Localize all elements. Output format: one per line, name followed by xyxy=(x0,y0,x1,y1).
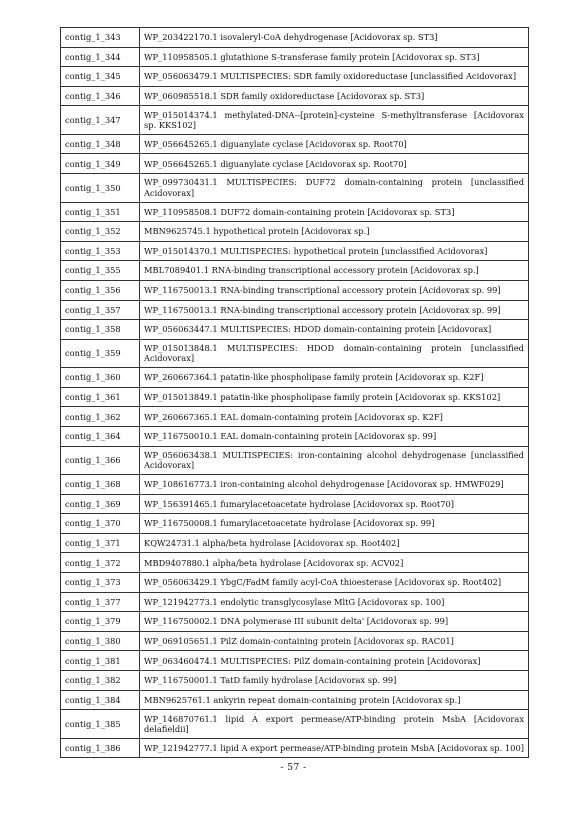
table-row xyxy=(61,612,529,632)
table-body xyxy=(61,28,529,758)
protein-description-cell: WP_156391465.1 fumarylacetoacetate hydrolase [Acidovorax sp. Root70] xyxy=(140,494,529,514)
table-row xyxy=(61,86,529,106)
protein-description-cell: WP_260667365.1 EAL domain-containing protein [Acidovorax sp. K2F] xyxy=(140,407,529,427)
table-row xyxy=(61,241,529,261)
contig-id-cell: contig_1_347 xyxy=(61,106,140,135)
table-row xyxy=(61,106,529,135)
table-row xyxy=(61,533,529,553)
protein-description-cell: WP_056645265.1 diguanylate cyclase [Acidovorax sp. Root70] xyxy=(140,134,529,154)
contig-id-cell: contig_1_345 xyxy=(61,67,140,87)
contig-id-cell: contig_1_386 xyxy=(61,738,140,758)
table-row xyxy=(61,710,529,739)
protein-description-cell: WP_121942773.1 endolytic transglycosylase MltG [Acidovorax sp. 100] xyxy=(140,592,529,612)
table-row xyxy=(61,651,529,671)
contig-id-cell: contig_1_385 xyxy=(61,710,140,739)
table-row xyxy=(61,47,529,67)
contig-id-cell: contig_1_343 xyxy=(61,28,140,48)
contig-id-cell: contig_1_355 xyxy=(61,261,140,281)
table-row xyxy=(61,387,529,407)
table-row xyxy=(61,368,529,388)
table-row xyxy=(61,573,529,593)
contig-id-cell: contig_1_356 xyxy=(61,280,140,300)
contig-id-cell: contig_1_346 xyxy=(61,86,140,106)
contig-id-cell: contig_1_373 xyxy=(61,573,140,593)
protein-description-cell: WP_146870761.1 lipid A export permease/ATP-binding protein MsbA [Acidovorax delafieldii] xyxy=(140,710,529,739)
protein-description-cell: MBN9625761.1 ankyrin repeat domain-containing protein [Acidovorax sp.] xyxy=(140,690,529,710)
protein-description-cell: WP_116750002.1 DNA polymerase III subunit delta' [Acidovorax sp. 99] xyxy=(140,612,529,632)
table-row xyxy=(61,339,529,368)
table-row xyxy=(61,475,529,495)
contig-id-cell: contig_1_358 xyxy=(61,320,140,340)
protein-description-cell: WP_056063429.1 YbgC/FadM family acyl-CoA thioesterase [Acidovorax sp. Root402] xyxy=(140,573,529,593)
table-row xyxy=(61,671,529,691)
protein-description-cell: WP_099730431.1 MULTISPECIES: DUF72 domain-containing protein [unclassified Acidovorax] xyxy=(140,174,529,203)
table-row xyxy=(61,300,529,320)
contig-id-cell: contig_1_352 xyxy=(61,222,140,242)
table-row xyxy=(61,446,529,475)
contig-id-cell: contig_1_370 xyxy=(61,514,140,534)
protein-description-cell: WP_116750010.1 EAL domain-containing protein [Acidovorax sp. 99] xyxy=(140,427,529,447)
protein-description-cell: WP_108616773.1 iron-containing alcohol dehydrogenase [Acidovorax sp. HMWF029] xyxy=(140,475,529,495)
table-row xyxy=(61,154,529,174)
protein-description-cell: WP_069105651.1 PilZ domain-containing protein [Acidovorax sp. RAC01] xyxy=(140,631,529,651)
table-row xyxy=(61,427,529,447)
table-row xyxy=(61,261,529,281)
table-row xyxy=(61,202,529,222)
contig-id-cell: contig_1_351 xyxy=(61,202,140,222)
protein-description-cell: WP_015013848.1 MULTISPECIES: HDOD domain-containing protein [unclassified Acidovorax] xyxy=(140,339,529,368)
page-number: - 57 - xyxy=(280,763,307,773)
contig-id-cell: contig_1_382 xyxy=(61,671,140,691)
table-row xyxy=(61,514,529,534)
contig-id-cell: contig_1_357 xyxy=(61,300,140,320)
protein-description-cell: WP_060985518.1 SDR family oxidoreductase [Acidovorax sp. ST3] xyxy=(140,86,529,106)
table-row xyxy=(61,28,529,48)
contig-id-cell: contig_1_361 xyxy=(61,387,140,407)
protein-description-cell: WP_056645265.1 diguanylate cyclase [Acidovorax sp. Root70] xyxy=(140,154,529,174)
contig-id-cell: contig_1_372 xyxy=(61,553,140,573)
table-row xyxy=(61,407,529,427)
protein-description-cell: WP_056063479.1 MULTISPECIES: SDR family oxidoreductase [unclassified Acidovorax] xyxy=(140,67,529,87)
table-row xyxy=(61,631,529,651)
table-row xyxy=(61,174,529,203)
contig-id-cell: contig_1_349 xyxy=(61,154,140,174)
protein-description-cell: MBN9625745.1 hypothetical protein [Acidovorax sp.] xyxy=(140,222,529,242)
protein-description-cell: WP_110958508.1 DUF72 domain-containing protein [Acidovorax sp. ST3] xyxy=(140,202,529,222)
protein-description-cell: WP_260667364.1 patatin-like phospholipase family protein [Acidovorax sp. K2F] xyxy=(140,368,529,388)
contig-id-cell: contig_1_371 xyxy=(61,533,140,553)
protein-description-cell: WP_056063447.1 MULTISPECIES: HDOD domain-containing protein [Acidovorax] xyxy=(140,320,529,340)
protein-description-cell: WP_116750008.1 fumarylacetoacetate hydrolase [Acidovorax sp. 99] xyxy=(140,514,529,534)
contig-id-cell: contig_1_366 xyxy=(61,446,140,475)
contig-id-cell: contig_1_360 xyxy=(61,368,140,388)
table-row xyxy=(61,592,529,612)
protein-description-cell: MBD9407880.1 alpha/beta hydrolase [Acidovorax sp. ACV02] xyxy=(140,553,529,573)
protein-description-cell: KQW24731.1 alpha/beta hydrolase [Acidovorax sp. Root402] xyxy=(140,533,529,553)
contig-id-cell: contig_1_348 xyxy=(61,134,140,154)
contig-id-cell: contig_1_368 xyxy=(61,475,140,495)
contig-id-cell: contig_1_380 xyxy=(61,631,140,651)
protein-description-cell: WP_015014370.1 MULTISPECIES: hypothetical protein [unclassified Acidovorax] xyxy=(140,241,529,261)
protein-description-cell: WP_121942777.1 lipid A export permease/ATP-binding protein MsbA [Acidovorax sp. 100] xyxy=(140,738,529,758)
contig-id-cell: contig_1_381 xyxy=(61,651,140,671)
table-row xyxy=(61,738,529,758)
table-row xyxy=(61,553,529,573)
contig-id-cell: contig_1_364 xyxy=(61,427,140,447)
protein-description-cell: MBL7089401.1 RNA-binding transcriptional accessory protein [Acidovorax sp.] xyxy=(140,261,529,281)
table-row xyxy=(61,690,529,710)
protein-description-cell: WP_116750001.1 TatD family hydrolase [Acidovorax sp. 99] xyxy=(140,671,529,691)
contig-id-cell: contig_1_359 xyxy=(61,339,140,368)
contig-id-cell: contig_1_377 xyxy=(61,592,140,612)
protein-description-cell: WP_110958505.1 glutathione S-transferase family protein [Acidovorax sp. ST3] xyxy=(140,47,529,67)
contig-id-cell: contig_1_362 xyxy=(61,407,140,427)
contig-id-cell: contig_1_379 xyxy=(61,612,140,632)
protein-description-cell: WP_056063438.1 MULTISPECIES: iron-containing alcohol dehydrogenase [unclassified Acidovorax] xyxy=(140,446,529,475)
table-row xyxy=(61,134,529,154)
contig-id-cell: contig_1_384 xyxy=(61,690,140,710)
table-row xyxy=(61,494,529,514)
protein-description-cell: WP_015013849.1 patatin-like phospholipase family protein [Acidovorax sp. KKS102] xyxy=(140,387,529,407)
protein-description-cell: WP_116750013.1 RNA-binding transcriptional accessory protein [Acidovorax sp. 99] xyxy=(140,280,529,300)
protein-description-cell: WP_015014374.1 methylated-DNA--[protein]-cysteine S-methyltransferase [Acidovorax sp. KKS102] xyxy=(140,106,529,135)
protein-description-cell: WP_116750013.1 RNA-binding transcriptional accessory protein [Acidovorax sp. 99] xyxy=(140,300,529,320)
gene-annotation-table xyxy=(60,27,529,758)
table-row xyxy=(61,67,529,87)
table-row xyxy=(61,222,529,242)
contig-id-cell: contig_1_369 xyxy=(61,494,140,514)
table-row xyxy=(61,280,529,300)
protein-description-cell: WP_063460474.1 MULTISPECIES: PilZ domain-containing protein [Acidovorax] xyxy=(140,651,529,671)
contig-id-cell: contig_1_344 xyxy=(61,47,140,67)
protein-description-cell: WP_203422170.1 isovaleryl-CoA dehydrogenase [Acidovorax sp. ST3] xyxy=(140,28,529,48)
contig-id-cell: contig_1_350 xyxy=(61,174,140,203)
contig-id-cell: contig_1_353 xyxy=(61,241,140,261)
table-row xyxy=(61,320,529,340)
